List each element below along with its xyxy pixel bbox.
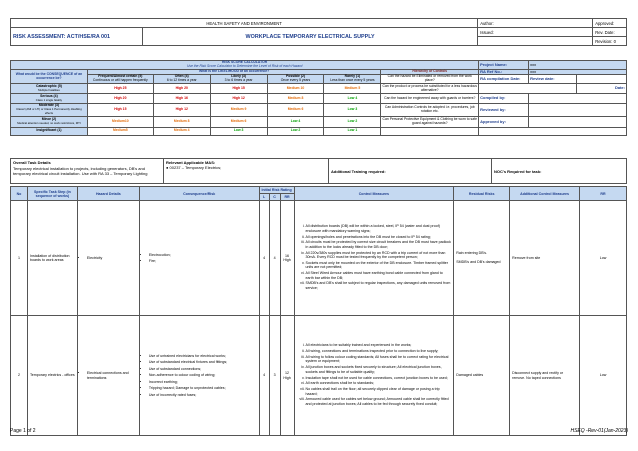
col-residual: Residual Risks xyxy=(454,187,510,201)
risk-cell: Medium10 xyxy=(87,116,153,127)
row-c: 3 xyxy=(269,316,280,436)
risk-cell: High 20 xyxy=(153,84,210,94)
likelihood-col-2: Possible (2) Once every 5 years xyxy=(267,75,324,84)
task-table xyxy=(10,186,627,436)
risk-cell: Medium 5 xyxy=(324,84,381,94)
overall-task-details: Overall Task Details Temporary electrical installation to projects, including generators, DB's and temporary electrical circuit installation. Use with RA 33 – Temporary Lighting xyxy=(11,159,164,184)
col-c: C xyxy=(269,194,280,201)
hierarchy-eliminate: Can the hazard be Eliminated or removed from the work place? xyxy=(381,75,479,84)
risk-cell: High 15 xyxy=(87,104,153,117)
row-c: 4 xyxy=(269,201,280,316)
col-rr: RR xyxy=(580,187,627,201)
row-rr-final: Low xyxy=(580,201,627,316)
noc-required: NOC's Required for task: xyxy=(492,159,627,184)
overview-table xyxy=(10,158,627,184)
risk-cell: High 16 xyxy=(153,94,210,104)
risk-cell: Low 4 xyxy=(267,116,324,127)
row-hazard: • Electrical connections and terminations xyxy=(77,316,139,436)
row-controls: i. All electricians to be suitably trained and experienced in the works; ii. All wiring, connections and terminations inspected prior to connection to live supply; iii. All wiring to follow colour coding standards; All fuses shall be to correct rating for electrical system or equipment; iv. All junction boxes and sockets fixed securely to structure; All electrical junction boxes, sockets and fittings to be of suitable quality; v. Insulation tape shall not be used for cable connections, correct junction boxes to be used; vi. All earth connections shall be to standards; vii. No cables shall trail on the floor; all securely clipped clear of damage or posing a trip hazard; viii. Armoured cable used for cables set below ground; Armoured cable shall be correctly fitted and protected at junction boxes; All cables to be fed through securely fixed conduit; xyxy=(294,316,454,436)
row-residual: Rain entering DB's. SMDB's and DB's damaged xyxy=(454,201,510,316)
row-l: 4 xyxy=(259,316,269,436)
form-revision: HSEQ -Rev-01(Jan-2023) xyxy=(570,428,628,434)
project-name-value: xxx xyxy=(529,61,627,70)
side-blank xyxy=(479,127,627,135)
header-table xyxy=(10,18,627,46)
author-label: Author: xyxy=(478,19,593,28)
date-blank xyxy=(479,84,577,94)
reviewed-by-label: Reviewed by: xyxy=(479,104,529,117)
risk-cell: Low 1 xyxy=(324,127,381,135)
col-l: L xyxy=(259,194,269,201)
hierarchy-ppe: Can Personal Protective Equipment & Clothing be worn to safe guard against hazards? xyxy=(381,116,479,127)
row-rr-final: Low xyxy=(580,316,627,436)
row-consequence: • Electrocution; • Fire; xyxy=(139,201,259,316)
col-additional: Additional Control Measures xyxy=(510,187,580,201)
col-step: Specific Task Step (in sequence of works) xyxy=(27,187,77,201)
risk-calculator xyxy=(10,60,627,136)
likelihood-col-4: Often (4) 6 to 12 times a year xyxy=(153,75,210,84)
hierarchy-engineer: Can the hazard be engineered away with guards or barriers? xyxy=(381,94,479,104)
row-residual: Damaged cables xyxy=(454,316,510,436)
hierarchy-head: Hierarchy of Controls xyxy=(381,69,479,75)
row-controls: i. All distribution boards (DB) will be within a locked, steel, IP 54 (water and dust proof) enclosure with mandatory warning signs; ii. All openings/holes and penetrations into the DB must be closed to IP 54 rating; iii. All circuits must be protected by correct size circuit breakers and the DB must have padlock in addition to the locks already fitted to the DB door; iv. All 220v/380v supplies must be protected by an RCD with a trip current of not more than 30mA. Every RCD must be tested frequently by the competent person; v. Sockets must only be mounted on the exterior of the DB enclosure. Timber framed splitter units are not permitted; vi. All Steel Wired Armour cables must have earthing bond cable connected from gland to earth bar within the DB; vii. SMDB's and DB's shall be subject to regular inspections, any damaged units removed from service; xyxy=(294,201,454,316)
risk-cell: High 12 xyxy=(210,94,267,104)
col-no: No xyxy=(11,187,28,201)
risk-cell: Medium 8 xyxy=(153,116,210,127)
row-no: 1 xyxy=(11,201,28,316)
risk-cell: Medium5 xyxy=(87,127,153,135)
risk-cell: Low 2 xyxy=(267,127,324,135)
row-no: 2 xyxy=(11,316,28,436)
hierarchy-admin: Can Administration Controls be adopted i.e. procedures, job rotation etc. xyxy=(381,104,479,117)
issued-label: Issued: xyxy=(478,28,593,37)
consequence-row-5: Catastrophic (5) Multiple Fatalities xyxy=(11,84,88,94)
risk-calc-title: RISK SCORE CALCULATOR Use the Risk Score Calculator to Determine the Level of Risk of each Hazard xyxy=(11,61,479,70)
ra-ref-label: RA Ref No.: xyxy=(479,69,529,75)
compiled-by-label: Compiled by: xyxy=(479,94,529,104)
likelihood-head: What is the LIKELIHOOD of an occurrence? xyxy=(87,69,380,75)
consequence-row-3: Moderate (3) Class2 (AMI or LTI) or Class 1 Permanently disabling effects xyxy=(11,104,88,117)
approved-by-value xyxy=(529,116,627,127)
ra-completion-label: RA compilation Date: xyxy=(479,75,529,84)
approved-label: Approved: xyxy=(593,19,627,28)
row-additional: Remove from site xyxy=(510,201,580,316)
col-rr-initial: RR xyxy=(280,194,294,201)
likelihood-col-5: Frequent/Almost certain (5) Continuous or will happen frequently xyxy=(87,75,153,84)
date-label: Date: xyxy=(577,84,627,94)
risk-cell: Low 4 xyxy=(324,94,381,104)
table-row xyxy=(11,316,627,436)
risk-cell: Low 3 xyxy=(324,104,381,117)
hierarchy-blank xyxy=(381,127,479,135)
approved-by-label: Approved by: xyxy=(479,116,529,127)
blank-cell xyxy=(478,37,593,46)
row-rr: 12 High xyxy=(280,316,294,436)
project-name-label: Project Name: xyxy=(479,61,529,70)
revision-label: Revision: 0 xyxy=(593,37,627,46)
ra-number: RISK ASSESSMENT: ACT/HSE/RA 001 xyxy=(11,28,143,46)
relevant-mas: Relevant Applicable MAS: ● 00237 – Temporary Electrics; xyxy=(164,159,329,184)
risk-cell: Medium 6 xyxy=(267,104,324,117)
hierarchy-substitute: Can the product or process be substituted for a less hazardous alternative? xyxy=(382,83,477,92)
risk-cell: Medium 4 xyxy=(153,127,210,135)
rev-date-label: Rev. Date: xyxy=(593,28,627,37)
col-consequence: Consequence/Risk xyxy=(139,187,259,201)
col-hazard: Hazard Details xyxy=(77,187,139,201)
hse-title: HEALTH SAFETY AND ENVIRONMENT xyxy=(11,19,478,28)
consequence-row-2: Minor (2) Medical attention needed, no work restrictions, MTI xyxy=(11,116,88,127)
row-l: 4 xyxy=(259,201,269,316)
page-number: Page 1 of 2 xyxy=(10,428,36,434)
likelihood-col-3: Likely (3) 3 to 6 times a year xyxy=(210,75,267,84)
risk-cell: Medium 8 xyxy=(267,94,324,104)
ra-title: WORKPLACE TEMPORARY ELECTRICAL SUPPLY xyxy=(143,28,478,46)
consequence-row-4: Serious (4) Class 1 single fatality xyxy=(11,94,88,104)
risk-cell: Low 3 xyxy=(210,127,267,135)
risk-cell: Medium 6 xyxy=(210,116,267,127)
row-consequence: • Use of untrained electricians for electrical works; • Use of substandard electrical fixtures and fittings; • Use of substandard connections; • Non-adherence to colour coding of wiring; • Incorrect earthing; • Tripping hazard; Damage to unprotected cables; • Use of incorrectly rated fuses; xyxy=(139,316,259,436)
row-step: Temporary electrics - offices xyxy=(27,316,77,436)
consequence-head: What would be the CONSEQUENCE of an occurrence be? xyxy=(11,69,88,83)
review-date-label: Review date: xyxy=(529,75,577,84)
compiled-by-value xyxy=(529,94,627,104)
reviewed-by-value xyxy=(529,104,627,117)
risk-cell: Low 2 xyxy=(324,116,381,127)
col-initial-risk: Initial Risk Rating xyxy=(259,187,294,194)
col-controls: Control Measures xyxy=(294,187,454,201)
consequence-row-1: Insignificant (1) xyxy=(11,127,88,135)
risk-cell: High 20 xyxy=(87,94,153,104)
risk-cell: Medium 10 xyxy=(267,84,324,94)
risk-cell: Medium 9 xyxy=(210,104,267,117)
risk-cell: High 15 xyxy=(210,84,267,94)
review-date-value xyxy=(577,75,627,84)
row-additional: Disconnect supply and rectify or remove. No taped connections xyxy=(510,316,580,436)
row-hazard: • Electricity xyxy=(77,201,139,316)
row-rr: 16 High xyxy=(280,201,294,316)
risk-cell: High 12 xyxy=(153,104,210,117)
table-row xyxy=(11,201,627,316)
risk-cell: High 25 xyxy=(87,84,153,94)
likelihood-col-1: Rarely (1) Less than once every 5 years xyxy=(324,75,381,84)
ra-ref-value: xxx xyxy=(529,69,627,75)
additional-training: Additional Training required: xyxy=(329,159,492,184)
row-step: Installation of distribution boards to work areas xyxy=(27,201,77,316)
